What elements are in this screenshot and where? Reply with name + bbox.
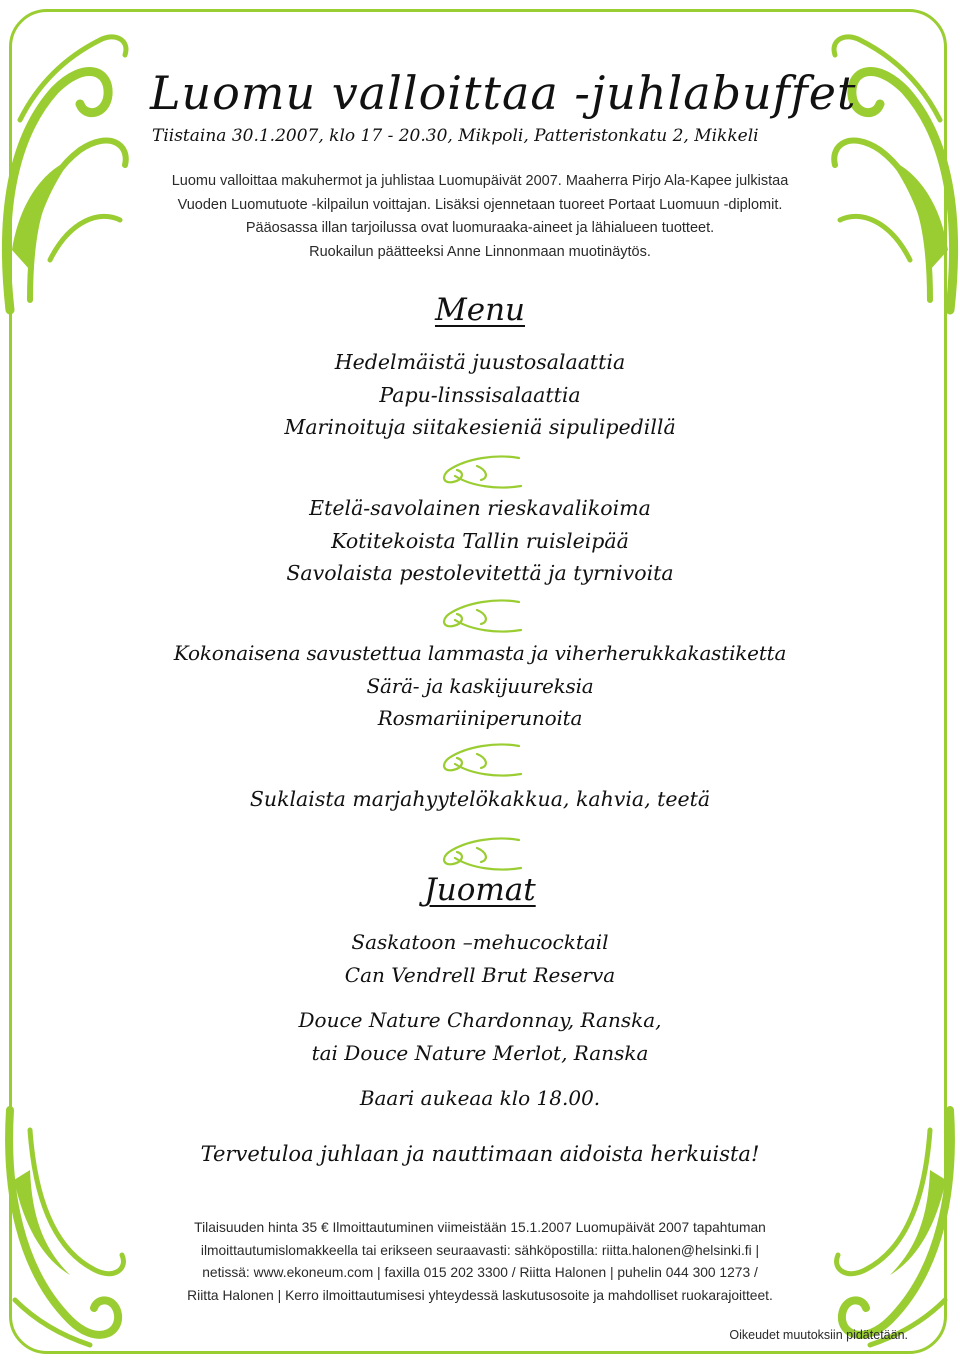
menu-item: Etelä-savolainen rieskavalikoima (309, 496, 651, 520)
menu-group-salads (0, 346, 960, 444)
flourish-divider-icon (437, 834, 525, 874)
menu-group-dessert (0, 783, 960, 816)
drinks-heading: Juomat (424, 872, 536, 908)
menu-item: Marinoituja siitakesieniä sipulipedillä (284, 415, 676, 439)
intro-line: Pääosassa illan tarjoilussa ovat luomuraaka-aineet ja lähialueen tuotteet. (245, 220, 715, 236)
menu-item: Suklaista marjahyytelökakkua, kahvia, teetä (249, 787, 711, 811)
drink-item: Can Vendrell Brut Reserva (344, 963, 616, 987)
footer-info (130, 1217, 830, 1307)
footer-line: Tilaisuuden hinta 35 € Ilmoittautuminen viimeistään 15.1.2007 Luomupäivät 2007 tapahtuman (194, 1220, 766, 1235)
menu-group-breads (0, 492, 960, 590)
menu-item: Kotitekoista Tallin ruisleipää (331, 528, 629, 553)
intro-text (120, 170, 840, 264)
drink-item: Douce Nature Chardonnay, Ranska, (298, 1008, 662, 1032)
footer-line: Riitta Halonen | Kerro ilmoittautumisesi yhteydessä laskutusosoite ja mahdolliset ruokarajoitteet. (187, 1287, 773, 1303)
intro-line: Vuoden Luomutuote -kilpailun voittajan. Lisäksi ojennetaan tuoreet Portaat Luomuun -diplomit. (177, 196, 783, 213)
event-details: Tiistaina 30.1.2007, klo 17 - 20.30, Mikpoli, Patteristonkatu 2, Mikkeli (152, 126, 759, 146)
corner-ornament-top-left (0, 0, 160, 320)
menu-item: Savolaista pestolevitettä ja tyrnivoita (286, 561, 674, 585)
corner-ornament-bottom-right (820, 1100, 960, 1360)
intro-line: Luomu valloittaa makuhermot ja juhlistaa Luomupäivät 2007. Maaherra Pirjo Ala-Kapee julkistaa (171, 173, 789, 189)
menu-group-mains (0, 637, 960, 735)
menu-item: Kokonaisena savustettua lammasta ja viherherukkakastiketta (173, 641, 787, 665)
menu-item: Papu-linssisalaattia (379, 382, 581, 407)
drink-item: tai Douce Nature Merlot, Ranska (311, 1041, 649, 1065)
drinks-group-2 (0, 1004, 960, 1070)
menu-item: Särä- ja kaskijuureksia (366, 673, 594, 698)
flourish-divider-icon (437, 452, 525, 492)
drink-item: Saskatoon –mehucocktail (351, 930, 609, 954)
footer-line: ilmoittautumislomakkeella tai erikseen seuraavasti: sähköpostilla: riitta.halonen@helsinki.fi | (200, 1242, 760, 1258)
intro-line: Ruokailun päätteeksi Anne Linnonmaan muotinäytös. (309, 243, 651, 260)
bar-opening: Baari aukeaa klo 18.00. (359, 1086, 601, 1110)
drinks-group-1 (0, 926, 960, 992)
rights-notice: Oikeudet muutoksiin pidätetään. (729, 1328, 908, 1342)
page-title: Luomu valloittaa -juhlabuffet (150, 66, 857, 120)
corner-ornament-top-right (800, 0, 960, 320)
flourish-divider-icon (437, 740, 525, 780)
flourish-divider-icon (437, 596, 525, 636)
welcome-text: Tervetuloa juhlaan ja nauttimaan aidoista herkuista! (200, 1142, 760, 1166)
menu-heading: Menu (434, 292, 526, 328)
corner-ornament-bottom-left (0, 1100, 140, 1360)
menu-item: Hedelmäistä juustosalaattia (334, 350, 626, 374)
menu-item: Rosmariiniperunoita (377, 706, 583, 730)
footer-line: netissä: www.ekoneum.com | faxilla 015 202 3300 / Riitta Halonen | puhelin 044 300 1273 / (202, 1265, 758, 1280)
